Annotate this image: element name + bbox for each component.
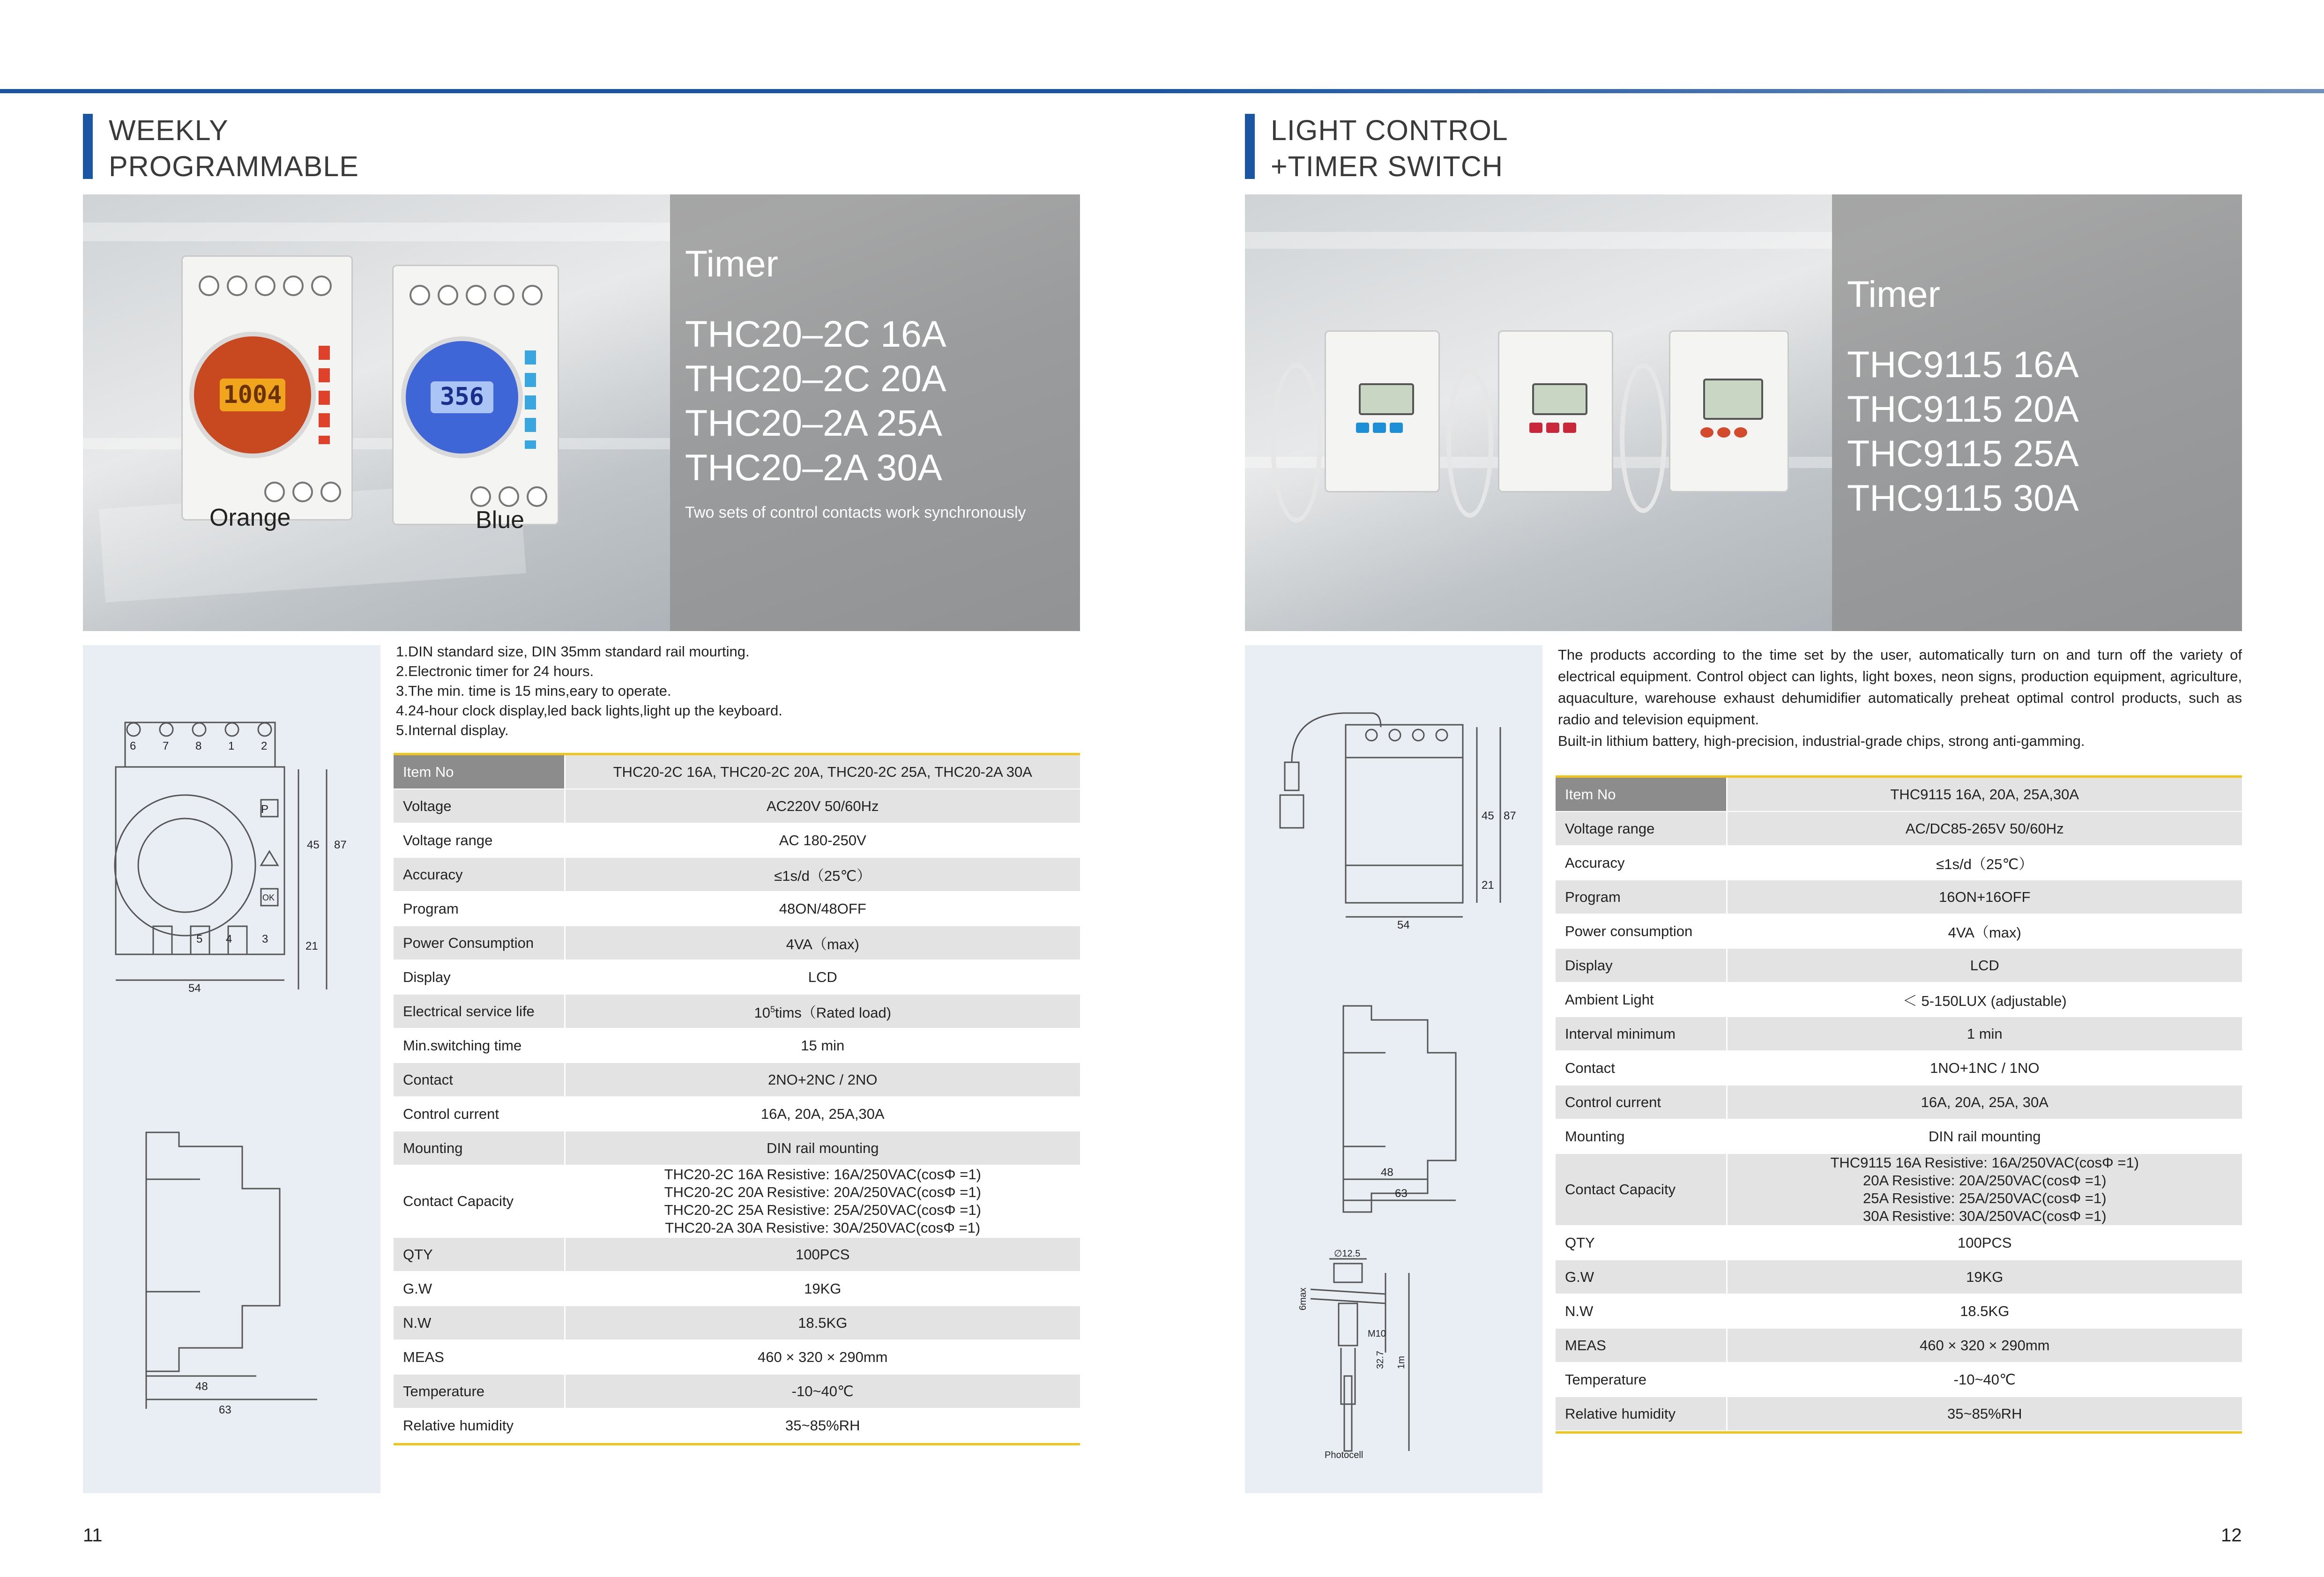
spec-key: Power consumption — [1556, 914, 1727, 948]
drawing-label: 4 — [226, 933, 232, 945]
spec-key: Temperature — [1556, 1362, 1727, 1397]
spec-value: 460 × 320 × 290mm — [565, 1340, 1080, 1374]
dimension-drawing-panel — [1245, 645, 1542, 1493]
spec-key: N.W — [1556, 1294, 1727, 1328]
table-row — [1556, 811, 2242, 846]
light-timer-device — [1498, 330, 1613, 492]
spec-value: 35~85%RH — [565, 1408, 1080, 1443]
spec-value: DIN rail mounting — [1727, 1119, 2242, 1153]
table-row — [1556, 1328, 2242, 1362]
spec-value: 4VA（max) — [565, 926, 1080, 960]
spec-key: MEAS — [394, 1340, 565, 1374]
table-row — [1556, 1051, 2242, 1085]
spec-key: Voltage range — [394, 823, 565, 857]
hero-model: THC9115 25A — [1847, 432, 2079, 474]
drawing-label: OK — [262, 893, 275, 902]
blue-buttons-icon — [525, 350, 536, 449]
drawing-label: P — [261, 803, 269, 816]
table-row — [1556, 1260, 2242, 1294]
spec-value: LCD — [565, 960, 1080, 994]
spec-key: QTY — [1556, 1226, 1727, 1260]
spec-key: Mounting — [1556, 1119, 1727, 1153]
spec-table — [1556, 778, 2242, 1431]
dimension-label: 45 — [1482, 810, 1494, 822]
spec-value: -10~40℃ — [565, 1374, 1080, 1408]
spec-key: G.W — [394, 1272, 565, 1306]
table-row — [394, 857, 1080, 892]
table-bottom-line — [1556, 1431, 2242, 1434]
hero-text-panel — [670, 194, 1080, 631]
table-row — [394, 1237, 1080, 1272]
hero-note: Two sets of control contacts work synchronously — [685, 504, 1026, 521]
hero-model-list — [1847, 342, 2079, 520]
spec-value: AC 180-250V — [565, 823, 1080, 857]
spec-value: DIN rail mounting — [565, 1131, 1080, 1165]
spec-key: Control current — [394, 1097, 565, 1131]
dimension-label: 87 — [334, 839, 347, 851]
table-row — [394, 994, 1080, 1028]
spec-value: 1 min — [1727, 1017, 2242, 1051]
spec-key: N.W — [394, 1306, 565, 1340]
spec-value: AC/DC85-265V 50/60Hz — [1727, 811, 2242, 846]
hero-model: THC9115 16A — [1847, 343, 2079, 385]
spec-key: Contact Capacity — [394, 1165, 565, 1237]
drawing-label: 7 — [163, 740, 169, 752]
drawing-label: 6 — [130, 740, 136, 752]
spec-table — [394, 755, 1080, 1443]
spec-value — [565, 994, 1080, 1028]
drawing-label: 5 — [196, 933, 203, 945]
description-paragraph: The products according to the time set by the user, automatically turn on and turn off the variety of electrical equipment. Control object can lights, light boxes, neon signs, production equipment, agriculture, aquaculture, warehouse exhaust dehumidifier automatically preheat optimal control products, such as radio and television equipment. — [1558, 647, 2242, 728]
dimension-label: 54 — [188, 982, 201, 995]
spec-key: Electrical service life — [394, 994, 565, 1028]
spec-key: Accuracy — [394, 857, 565, 892]
spec-value — [565, 1165, 1080, 1237]
dimension-label: 48 — [1381, 1166, 1393, 1179]
photocell-label: Photocell — [1325, 1450, 1363, 1460]
table-row — [1556, 1017, 2242, 1051]
spec-value-part: 5 — [770, 1004, 775, 1014]
table-row — [394, 1340, 1080, 1374]
table-row — [394, 926, 1080, 960]
table-row — [394, 1063, 1080, 1097]
section-title-line-1: WEEKLY — [109, 114, 229, 146]
spec-key: Voltage range — [1556, 811, 1727, 846]
spec-value: 4VA（max) — [1727, 914, 2242, 948]
dimension-label: 21 — [1482, 879, 1494, 892]
dimension-label: 45 — [307, 839, 320, 851]
spec-value: 460 × 320 × 290mm — [1727, 1328, 2242, 1362]
spec-value-line: 25A Resistive: 25A/250VAC(cosΦ =1) — [1862, 1190, 2107, 1206]
table-row — [1556, 1362, 2242, 1397]
table-row — [1556, 1153, 2242, 1226]
table-row — [394, 1165, 1080, 1237]
spec-value: 16A, 20A, 25A, 30A — [1727, 1085, 2242, 1119]
spec-key: Item No — [394, 755, 565, 789]
table-row — [394, 1408, 1080, 1443]
hero-model: THC20–2C 20A — [685, 357, 946, 399]
hero-text-panel — [1832, 194, 2242, 631]
spec-value-line: THC20-2C 16A Resistive: 16A/250VAC(cosΦ =1) — [664, 1166, 981, 1183]
spec-key: Accuracy — [1556, 846, 1727, 880]
table-row — [394, 960, 1080, 994]
orange-buttons-icon — [319, 346, 330, 444]
table-row — [1556, 1397, 2242, 1431]
spec-key: Temperature — [394, 1374, 565, 1408]
spec-value: 48ON/48OFF — [565, 892, 1080, 926]
spec-key: Relative humidity — [394, 1408, 565, 1443]
photocell-cable — [1271, 363, 1322, 522]
dimension-label: 63 — [1395, 1187, 1408, 1200]
drawing-label: 3 — [262, 933, 268, 945]
table-row — [1556, 1085, 2242, 1119]
section-title — [109, 112, 359, 185]
spec-key: Min.switching time — [394, 1028, 565, 1063]
table-row — [1556, 1226, 2242, 1260]
table-row — [1556, 914, 2242, 948]
section-title-line-2: PROGRAMMABLE — [109, 150, 359, 182]
feature-list — [396, 642, 1080, 740]
spec-key: Program — [394, 892, 565, 926]
spec-value: 18.5KG — [1727, 1294, 2242, 1328]
hero-model: THC9115 20A — [1847, 388, 2079, 430]
dimension-label: 48 — [195, 1380, 208, 1393]
blue-lcd: 356 — [431, 381, 493, 413]
dimension-label: 1m — [1396, 1356, 1407, 1369]
hero-title: Timer — [685, 243, 778, 284]
spec-value-line: 30A Resistive: 30A/250VAC(cosΦ =1) — [1862, 1208, 2107, 1224]
dimension-label: ∅12.5 — [1334, 1249, 1361, 1259]
feature-item: 2.Electronic timer for 24 hours. — [396, 663, 594, 679]
light-timer-device — [1325, 330, 1440, 492]
spec-key: Contact — [1556, 1051, 1727, 1085]
spec-value: 1NO+1NC / 1NO — [1727, 1051, 2242, 1085]
spec-key: Relative humidity — [1556, 1397, 1727, 1431]
spec-value-part: tims（Rated load) — [775, 1004, 892, 1021]
dimension-label: 63 — [219, 1404, 231, 1416]
spec-key: Control current — [1556, 1085, 1727, 1119]
table-row — [394, 892, 1080, 926]
spec-value: 18.5KG — [565, 1306, 1080, 1340]
dimension-label: 21 — [305, 940, 318, 952]
photocell-cable — [1620, 363, 1667, 513]
table-row — [1556, 1119, 2242, 1153]
spec-key: Program — [1556, 880, 1727, 914]
section-accent-bar — [83, 114, 93, 179]
dimension-label: 54 — [1397, 919, 1410, 931]
table-row — [394, 789, 1080, 823]
dimension-label: 87 — [1504, 810, 1516, 822]
hero-banner — [83, 194, 1080, 631]
page-number: 12 — [2221, 1525, 2242, 1546]
dimension-label: 6max — [1298, 1287, 1308, 1310]
feature-item: 4.24-hour clock display,led back lights,light up the keyboard. — [396, 702, 782, 719]
spec-value-line: THC20-2C 25A Resistive: 25A/250VAC(cosΦ =1) — [664, 1202, 981, 1218]
page-number: 11 — [83, 1525, 103, 1546]
table-row — [1556, 880, 2242, 914]
blue-dial — [401, 336, 523, 458]
spec-value: 2NO+2NC / 2NO — [565, 1063, 1080, 1097]
variant-label-orange: Orange — [209, 504, 291, 531]
drawing-label: 8 — [195, 740, 202, 752]
spec-key: QTY — [394, 1237, 565, 1272]
spec-value: 19KG — [565, 1272, 1080, 1306]
dimension-label: M10 — [1368, 1329, 1386, 1339]
table-row — [394, 1131, 1080, 1165]
spec-key: Interval minimum — [1556, 1017, 1727, 1051]
section-title-line-1: LIGHT CONTROL — [1271, 114, 1508, 146]
spec-key: Power Consumption — [394, 926, 565, 960]
section-title-line-2: +TIMER SWITCH — [1271, 150, 1503, 182]
table-row — [394, 1028, 1080, 1063]
spec-value: 100PCS — [1727, 1226, 2242, 1260]
dimension-drawing — [1245, 645, 1542, 1493]
spec-value-line: THC20-2C 20A Resistive: 20A/250VAC(cosΦ =1) — [664, 1184, 981, 1200]
spec-value: 16ON+16OFF — [1727, 880, 2242, 914]
spec-value — [1727, 1153, 2242, 1226]
spec-value: 15 min — [565, 1028, 1080, 1063]
table-row — [1556, 1294, 2242, 1328]
spec-value: 16A, 20A, 25A,30A — [565, 1097, 1080, 1131]
hero-model: THC20–2A 25A — [685, 402, 942, 444]
spec-value: ≤1s/d（25℃） — [1727, 846, 2242, 880]
table-header-row — [394, 755, 1080, 789]
table-row — [1556, 982, 2242, 1017]
spec-key: Mounting — [394, 1131, 565, 1165]
table-bottom-line — [394, 1443, 1080, 1445]
table-row — [394, 1374, 1080, 1408]
table-row — [394, 1097, 1080, 1131]
spec-key: Ambient Light — [1556, 982, 1727, 1017]
spec-key: Contact Capacity — [1556, 1153, 1727, 1226]
drawing-label: 2 — [261, 740, 268, 752]
orange-dial — [189, 332, 316, 458]
table-row — [1556, 846, 2242, 880]
orange-lcd: 1004 — [220, 379, 285, 411]
section-accent-bar — [1245, 114, 1255, 179]
spec-value: 100PCS — [565, 1237, 1080, 1272]
spec-key: MEAS — [1556, 1328, 1727, 1362]
drawing-label: 1 — [228, 740, 235, 752]
product-description — [1558, 644, 2242, 752]
table-row — [394, 1272, 1080, 1306]
spec-value: ＜ 5-150LUX (adjustable) — [1727, 982, 2242, 1017]
hero-model: THC20–2C 16A — [685, 313, 946, 355]
timer-device-orange — [181, 255, 353, 521]
spec-value: AC220V 50/60Hz — [565, 789, 1080, 823]
hero-model-list — [685, 312, 946, 490]
table-row — [394, 1306, 1080, 1340]
feature-item: 3.The min. time is 15 mins,eary to operate. — [396, 683, 671, 699]
spec-value: LCD — [1727, 948, 2242, 982]
spec-value: THC20-2C 16A, THC20-2C 20A, THC20-2C 25A, THC20-2A 30A — [565, 755, 1080, 789]
spec-value: 19KG — [1727, 1260, 2242, 1294]
feature-item: 1.DIN standard size, DIN 35mm standard rail mourting. — [396, 643, 750, 660]
spec-value-line: THC9115 16A Resistive: 16A/250VAC(cosΦ =1) — [1830, 1154, 2139, 1171]
description-paragraph: Built-in lithium battery, high-precision, industrial-grade chips, strong anti-gamming. — [1558, 733, 2085, 749]
light-timer-device — [1669, 330, 1789, 492]
spec-value-line: 20A Resistive: 20A/250VAC(cosΦ =1) — [1862, 1172, 2107, 1189]
spec-value-part: 10 — [754, 1004, 770, 1021]
spec-key: Contact — [394, 1063, 565, 1097]
spec-key: Voltage — [394, 789, 565, 823]
spec-value: ≤1s/d（25℃） — [565, 857, 1080, 892]
spec-key: Display — [394, 960, 565, 994]
dimension-drawing-panel — [83, 645, 380, 1493]
spec-value-line: THC20-2A 30A Resistive: 30A/250VAC(cosΦ =1) — [665, 1220, 981, 1236]
spec-key: Display — [1556, 948, 1727, 982]
spec-value: 35~85%RH — [1727, 1397, 2242, 1431]
spec-key: Item No — [1556, 778, 1727, 811]
dimension-drawing — [83, 645, 380, 1493]
table-header-row — [1556, 778, 2242, 811]
dimension-label: 32.7 — [1375, 1351, 1385, 1369]
table-row — [1556, 948, 2242, 982]
hero-banner — [1245, 194, 2242, 631]
spec-value: -10~40℃ — [1727, 1362, 2242, 1397]
table-row — [394, 823, 1080, 857]
spec-key: G.W — [1556, 1260, 1727, 1294]
variant-label-blue: Blue — [476, 506, 525, 534]
photocell-cable — [1446, 368, 1493, 518]
feature-item: 5.Internal display. — [396, 722, 509, 738]
page-12 — [1162, 0, 2324, 1577]
timer-device-blue — [392, 265, 559, 525]
hero-model: THC9115 30A — [1847, 477, 2079, 519]
hero-title: Timer — [1847, 273, 1940, 315]
section-title — [1271, 112, 1508, 185]
hero-model: THC20–2A 30A — [685, 446, 942, 488]
spec-value: THC9115 16A, 20A, 25A,30A — [1727, 778, 2242, 811]
